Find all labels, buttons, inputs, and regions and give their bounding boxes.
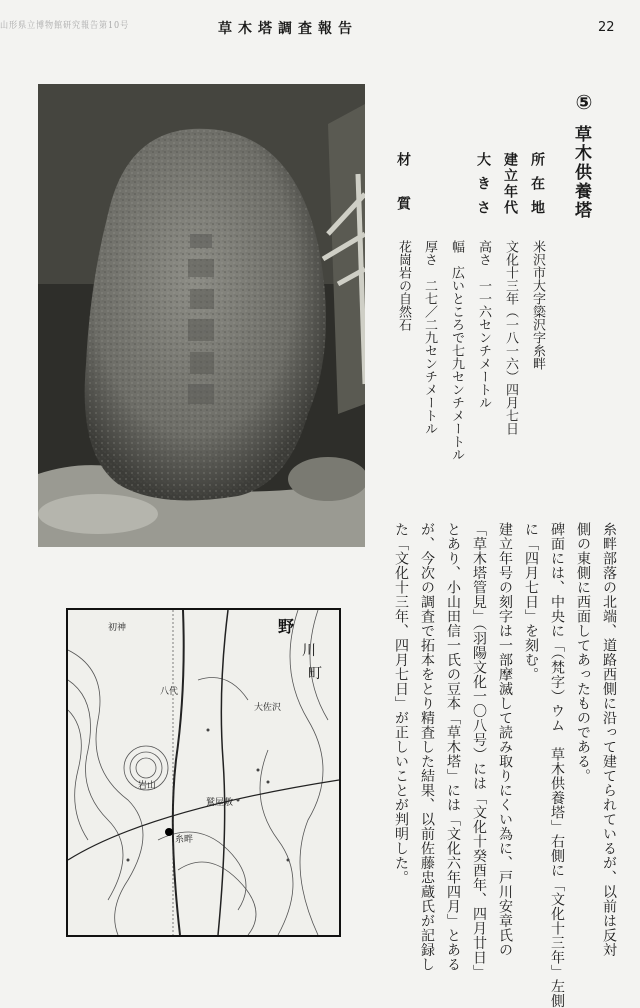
bleed-through-text: 山形県立博物館研究報告第10号: [0, 21, 130, 31]
entry-number: ⑤: [572, 90, 596, 114]
entry-title: 草木供養塔: [571, 125, 591, 220]
location-map: [66, 608, 341, 937]
field-value-height: 高さ 一一六センチメートル: [476, 240, 491, 409]
field-value-material: 花崗岩の自然石: [396, 240, 411, 331]
body-line: 側の東側に西面してあったものである。: [575, 522, 591, 783]
map-label-kanji1: 野: [278, 617, 295, 636]
stone-photo: [38, 84, 365, 547]
field-label-material: 材質: [395, 152, 411, 240]
map-label-shrine: 初神: [108, 623, 127, 633]
map-label-place3: 糸畔: [175, 835, 194, 845]
map-label-place1: 大佐沢: [254, 703, 282, 713]
map-label-place4: 鷲屋敷: [206, 798, 234, 808]
page-number: 22: [598, 20, 615, 35]
field-label-location: 所在地: [529, 152, 545, 224]
body-line: 碑面には、中央に「（梵字）ウム 草木供養塔」右側に「文化十三年」左側: [549, 522, 565, 1008]
body-line: とあり、小山田信一氏の豆本「草木塔」には「文化六年四月」とある: [445, 522, 461, 972]
map-label-place2: 八代: [160, 687, 179, 697]
map-label-place5: 岩山: [138, 781, 157, 791]
map-graphic: [68, 610, 339, 935]
stone-photo-graphic: [38, 84, 365, 547]
field-label-size: 大きさ: [475, 152, 491, 224]
page-header-title: 草木塔調査報告: [218, 21, 358, 37]
map-label-kanji2: 川: [302, 643, 316, 659]
field-value-location: 米沢市大字簗沢字糸畔: [530, 240, 545, 370]
body-line: 「草木塔管見」（羽陽文化一〇八号）には「文化十癸酉年、四月廿日」: [471, 522, 487, 979]
field-label-year: 建立年代: [502, 152, 518, 216]
body-line: 糸畔部落の北端、道路西側に沿って建てられているが、以前は反対: [601, 522, 617, 957]
body-line: に「四月七日」を刻む。: [523, 522, 539, 682]
body-line: が、今次の調査で拓本をとり精査した結果、以前佐藤忠蔵氏が記録し: [419, 522, 435, 972]
body-line: た「文化十三年、四月七日」が正しいことが判明した。: [393, 522, 409, 885]
body-line: 建立年号の刻字は一部摩滅して読み取りにくい為に、戸川安章氏の: [497, 522, 513, 957]
field-value-thickness: 厚さ 二七／二九センチメートル: [422, 240, 437, 435]
map-label-kanji3: 町: [308, 666, 322, 682]
field-value-year: 文化十三年（一八一六）四月七日: [503, 240, 518, 435]
field-value-width: 幅 広いところで七九センチメートル: [449, 240, 464, 461]
